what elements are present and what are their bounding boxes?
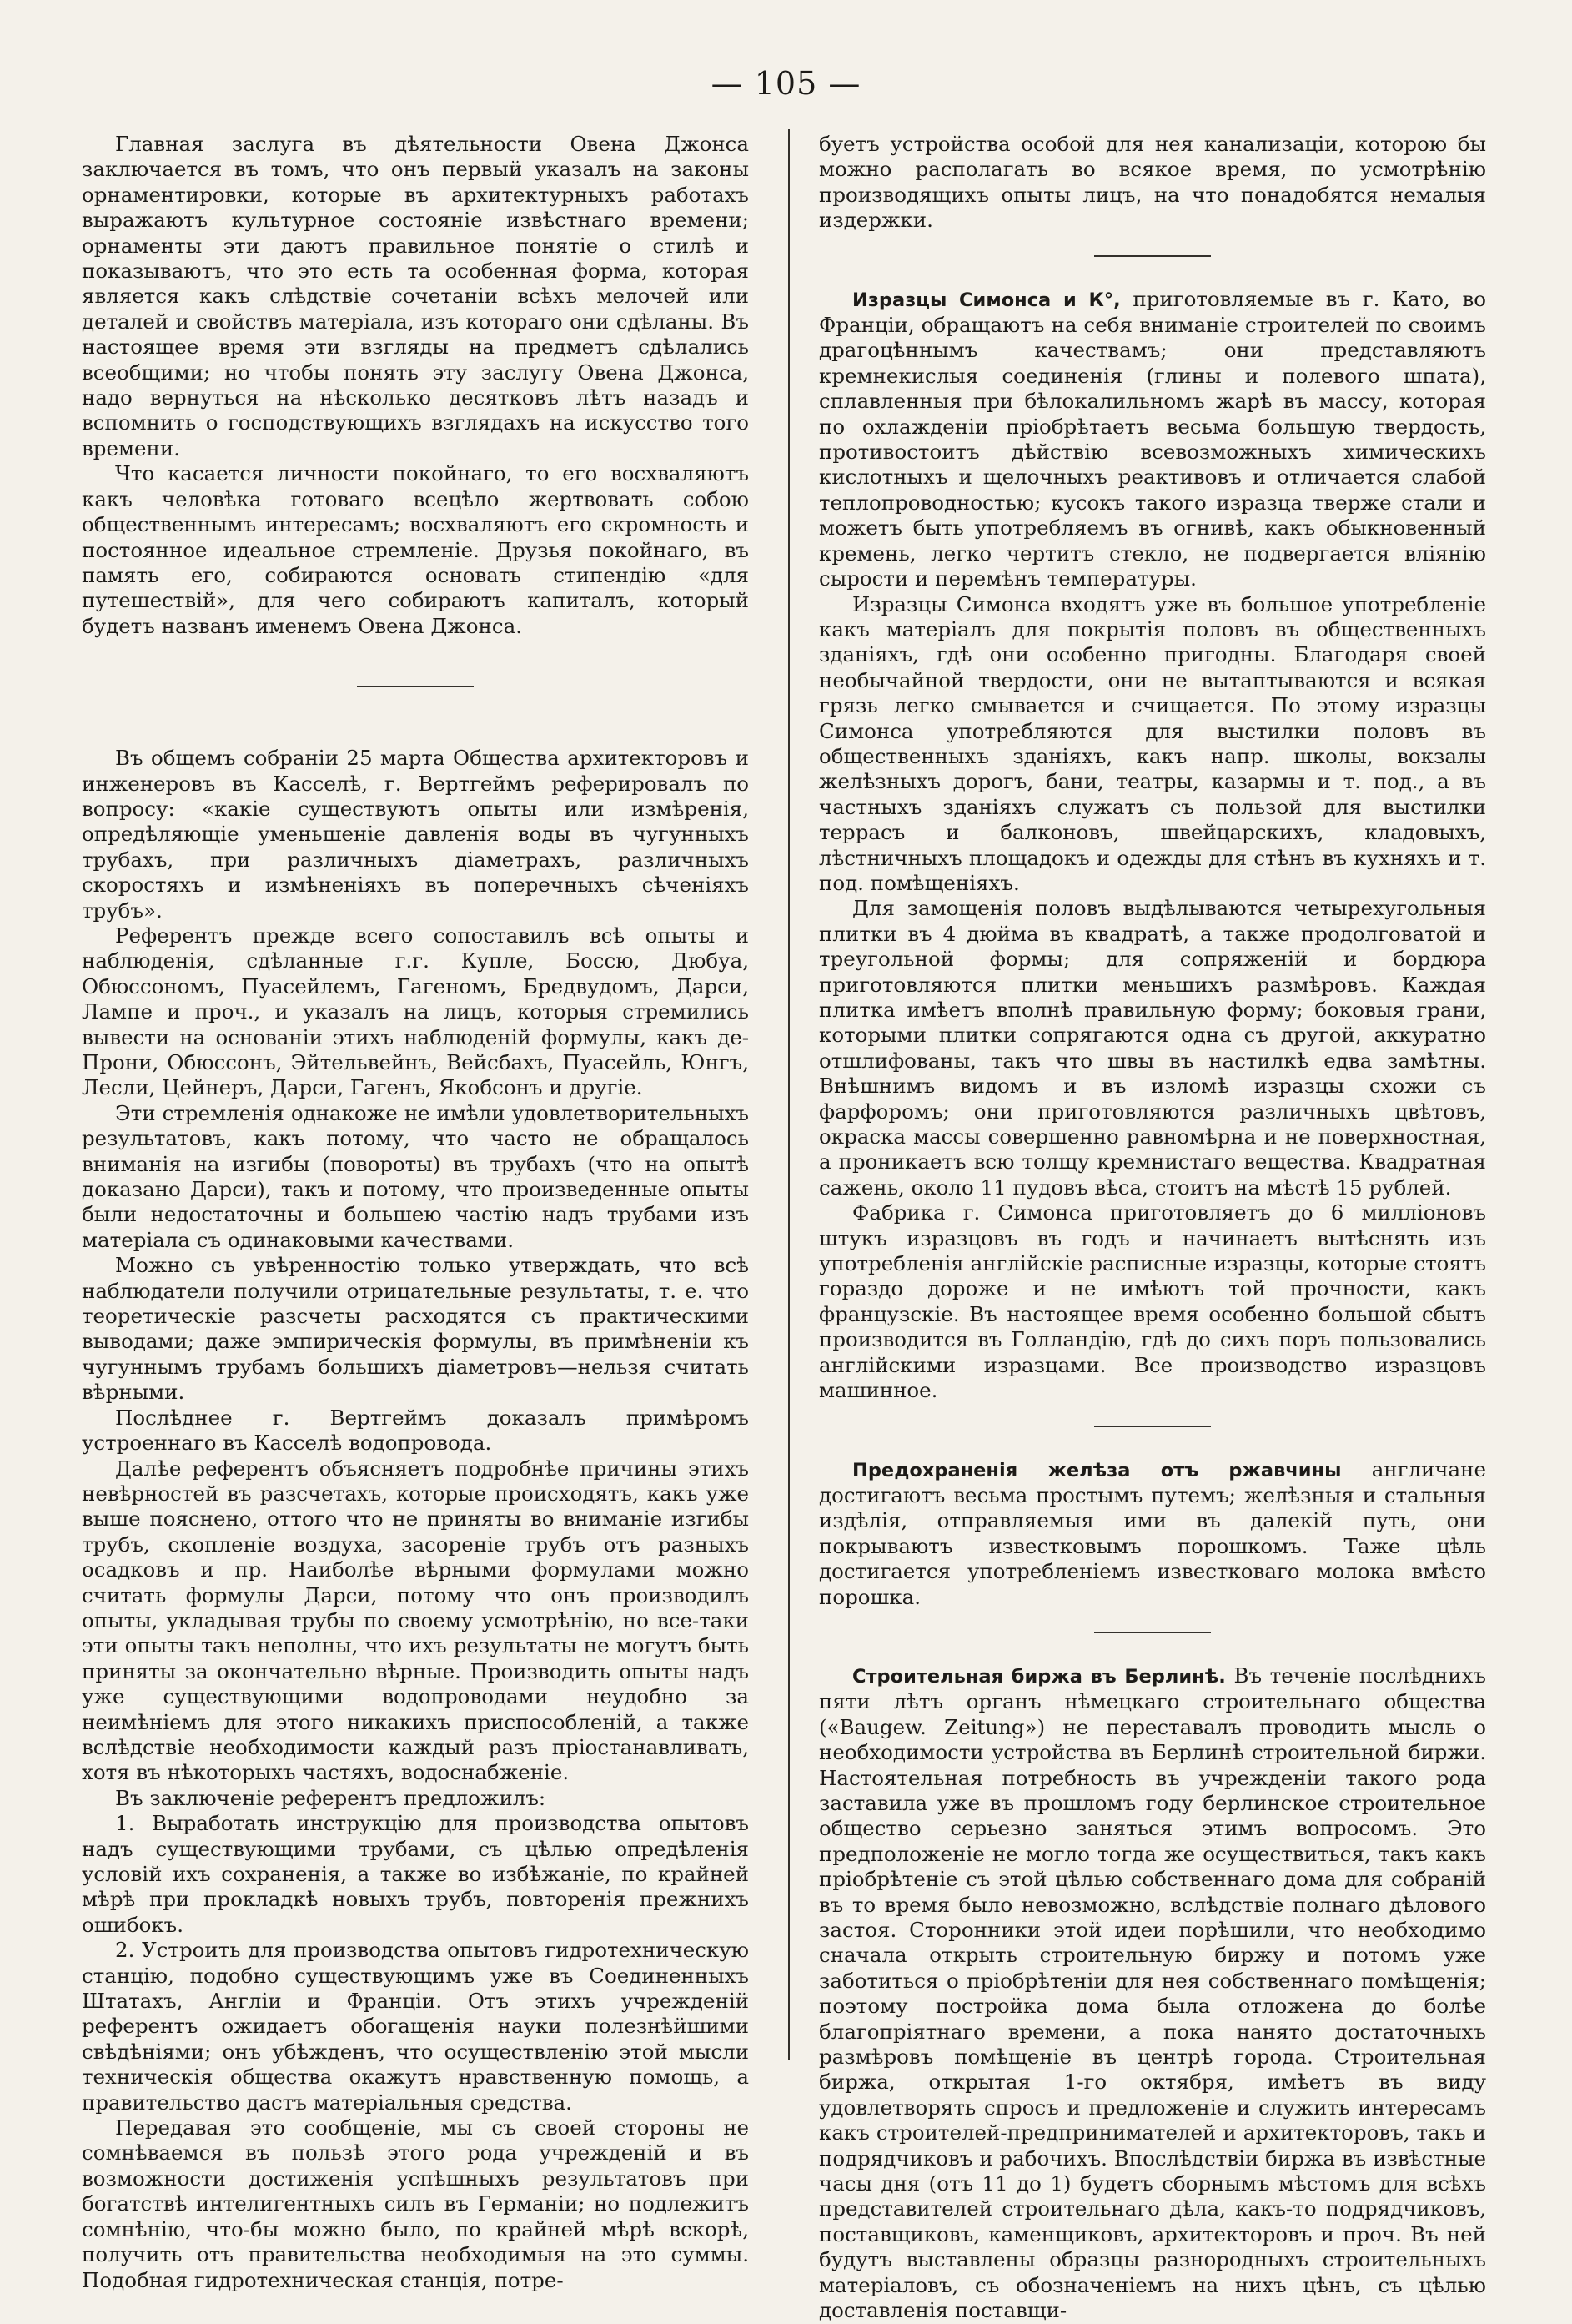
section-separator: [1094, 1426, 1211, 1427]
paragraph: Эти стремленія однакоже не имѣли удовлетворительныхъ результатовъ, какъ потому, что часто не обращалось вниманія на изгибы (повороты) въ трубахъ (что на опытѣ доказано Дарси), такъ и потому, что произведенные опыты были недостаточны и большею частію надъ трубами изъ матеріала съ одинаковыми качествами.: [82, 1100, 749, 1252]
paragraph: Далѣе референтъ объясняетъ подробнѣе причины этихъ невѣрностей въ разсчетахъ, которые происходятъ, какъ уже выше пояснено, оттого что не приняты во вниманіе изгибы трубъ, скопленіе воздуха, засореніе трубъ отъ разныхъ осадковъ и пр. Наиболѣе вѣрными формулами можно считать формулы Дарси, потому что онъ производилъ опыты, укладывая трубы по своему усмотрѣнію, но все-таки эти опыты такъ неполны, что ихъ результаты не могутъ быть приняты за окончательно вѣрные. Производить опыты надъ уже существующими водопроводами неудобно за неимѣніемъ для этого никакихъ приспособленій, а также вслѣдствіе необходимости каждый разъ пріостанавливать, хотя въ нѣкоторыхъ частяхъ, водоснабженіе.: [82, 1456, 749, 1785]
paragraph: 1. Выработать инструкцію для производства опытовъ надъ существующими трубами, съ цѣлью опредѣленія условій ихъ сохраненія, а также во избѣжаніе, по крайней мѣрѣ при прокладкѣ новыхъ трубъ, повторенія прежнихъ ошибокъ.: [82, 1811, 749, 1937]
page-number: — 105 —: [711, 65, 861, 102]
paragraph: Главная заслуга въ дѣятельности Овена Джонса заключается въ томъ, что онъ первый указалъ на законы орнаментировки, которые въ архитектурныхъ работахъ выражаютъ культурное состояніе извѣстнаго времени; орнаменты эти даютъ правильное понятіе о стилѣ и показываютъ, что это есть та особенная форма, которая является какъ слѣдствіе сочетаніи всѣхъ мелочей или деталей и свойствъ матеріала, изъ котораго они сдѣланы. Въ настоящее время эти взгляды на предметъ сдѣлались всеобщими; но чтобы понять эту заслугу Овена Джонса, надо вернуться на нѣсколько десятковъ лѣтъ назадъ и вспомнить о господствующихъ взглядахъ на искусство того времени.: [82, 132, 749, 460]
section-text: англичане достигаютъ весьма простымъ путемъ; желѣзныя и стальныя издѣлія, отправляемыя ими въ далекій путь, они покрываютъ известковымъ порошкомъ. Таже цѣль достигается употребленіемъ известковаго молока вмѣсто порошка.: [819, 1456, 1486, 1609]
paragraph: Референтъ прежде всего сопоставилъ всѣ опыты и наблюденія, сдѣланные г.г. Купле, Боссю, Дюбуа, Обюссономъ, Пуасейлемъ, Гагеномъ, Бредвудомъ, Дарси, Лампе и проч., и указалъ на лицъ, которыя стремились вывести на основаніи этихъ наблюденій формулы, какъ де-Прони, Обюссонъ, Эйтельвейнъ, Вейсбахъ, Пуасейль, Юнгъ, Лесли, Цейнеръ, Дарси, Гагенъ, Якобсонъ и другіе.: [82, 923, 749, 1100]
paragraph: буетъ устройства особой для нея канализаціи, которою бы можно располагать во всякое время, по усмотрѣнію производящихъ опыты лицъ, на что понадобятся немалыя издержки.: [819, 132, 1486, 233]
section-separator: [1094, 1632, 1211, 1633]
paragraph: Въ общемъ собраніи 25 марта Общества архитекторовъ и инженеровъ въ Касселѣ, г. Вертгеймъ реферировалъ по вопросу: «какіе существуютъ опыты или измѣренія, опредѣляющіе уменьшеніе давленія воды въ чугунныхъ трубахъ, при различныхъ діаметрахъ, различныхъ скоростяхъ и измѣненіяхъ въ поперечныхъ сѣченіяхъ трубъ».: [82, 746, 749, 923]
section-separator: [357, 686, 474, 687]
section-text: приготовляемые въ г. Като, во Франціи, обращаютъ на себя вниманіе строителей по своимъ драгоцѣннымъ качествамъ; они представляютъ кремнекислыя соединенія (глины и полевого шпата), сплавленныя при бѣлокалильномъ жарѣ въ массу, которая по охлажденіи пріобрѣтаетъ весьма большую твердость, противостоитъ дѣйствію всевозможныхъ химическихъ кислотныхъ и щелочныхъ реактивовъ и отличается слабой теплопроводностью; кусокъ такого изразца тверже стали и можетъ быть употребляемъ въ огнивѣ, какъ обыкновенный кремень, легко чертитъ стекло, не подвергается вліянію сырости и перемѣнъ температуры.: [819, 286, 1487, 591]
paragraph: [819, 1663, 1486, 2324]
left-column: [82, 132, 749, 2292]
section-title: Строительная биржа въ Берлинѣ.: [852, 1665, 1226, 1688]
column-divider: [788, 129, 790, 2060]
right-column: [819, 132, 1487, 2323]
paragraph: Передавая это сообщеніе, мы съ своей стороны не сомнѣваемся въ пользѣ этого рода учрежденій и въ возможности достиженія успѣшныхъ результатовъ при богатствѣ интелигентныхъ силъ въ Германіи; но подлежитъ сомнѣнію, что-бы можно было, по крайней мѣрѣ вскорѣ, получить отъ правительства необходимыя на это суммы. Подобная гидротехническая станція, потре-: [82, 2115, 749, 2292]
paragraph: Фабрика г. Симонса приготовляетъ до 6 милліоновъ штукъ изразцовъ въ годъ и начинаетъ вытѣснять изъ употребленія англійскіе расписные изразцы, которые стоятъ гораздо дороже и не имѣютъ той прочности, какъ французскіе. Въ настоящее время особенно большой сбытъ производится въ Голландію, гдѣ до сихъ поръ пользовались англійскими изразцами. Все производство изразцовъ машинное.: [819, 1200, 1486, 1403]
section-separator: [1094, 255, 1211, 257]
section-title: Предохраненія желѣза отъ ржавчины: [852, 1459, 1342, 1481]
section-text: Въ теченіе послѣднихъ пяти лѣтъ органъ нѣмецкаго строительнаго общества («Baugew. Zeitung») не переставалъ проводить мысль о необходимости устройства въ Берлинѣ строительной биржи. Настоятельная потребность въ учрежденіи такого рода заставила уже въ прошломъ году берлинское строительное общество серьезно заняться этимъ вопросомъ. Это предположеніе не могло тогда же осуществиться, такъ какъ пріобрѣтеніе съ этой цѣлью собственнаго дома для собраній въ то время было невозможно, вслѣдствіе полнаго дѣлового застоя. Сторонники этой идеи порѣшили, что необходимо сначала открыть строительную биржу и потомъ уже заботиться о пріобрѣтеніи для нея собственнаго помѣщенія; поэтому постройка дома была отложена до болѣе благопріятнаго времени, а пока нанято достаточныхъ размѣровъ помѣщеніе въ центрѣ города. Строительная биржа, открытая 1-го октября, имѣетъ въ виду удовлетворять спросъ и предложеніе и служить интересамъ какъ строителей-предпринимателей и архитекторовъ, такъ и подрядчиковъ и рабочихъ. Впослѣдствіи биржа въ извѣстные часы дня (отъ 11 до 1) будетъ сборнымъ мѣстомъ для всѣхъ представителей строительнаго дѣла, какъ-то подрядчиковъ, поставщиковъ, каменщиковъ, архитекторовъ и проч. Въ ней будутъ выставлены образцы разнородныхъ строительныхъ матеріаловъ, съ обозначеніемъ на нихъ цѣнъ, съ цѣлью доставленія поставщи-: [819, 1663, 1486, 2323]
paragraph: Для замощенія половъ выдѣлываются четырехугольныя плитки въ 4 дюйма въ квадратѣ, а также продолговатой и треугольной формы; для сопряженій и бордюра приготовляются плитки меньшихъ размѣровъ. Каждая плитка имѣетъ вполнѣ правильную форму; боковыя грани, которыми плитки сопрягаются одна съ другой, аккуратно отшлифованы, такъ что швы въ настилкѣ едва замѣтны. Внѣшнимъ видомъ и въ изломѣ изразцы схожи съ фарфоромъ; они приготовляются различныхъ цвѣтовъ, окраска массы совершенно равномѣрна и не поверхностная, а проникаетъ всю толщу кремнистаго вещества. Квадратная сажень, около 11 пудовъ вѣса, стоитъ на мѣстѣ 15 рублей.: [819, 896, 1486, 1200]
paragraph: 2. Устроить для производства опытовъ гидротехническую станцію, подобно существующимъ уже въ Соединенныхъ Штатахъ, Англіи и Франціи. Отъ этихъ учрежденій референтъ ожидаетъ обогащенія науки полезнѣйшими свѣдѣніями; онъ убѣжденъ, что осуществленію этой мысли техническія общества окажутъ нравственную помощь, а правительство дастъ матеріальныя средства.: [82, 1938, 749, 2115]
paragraph: Можно съ увѣренностію только утверждать, что всѣ наблюдатели получили отрицательные результаты, т. е. что теоретическіе разсчеты расходятся съ практическими выводами; даже эмпирическія формулы, въ примѣненіи къ чугуннымъ трубамъ большихъ діаметровъ—нельзя считать вѣрными.: [82, 1253, 749, 1405]
paragraph: Что касается личности покойнаго, то его восхваляютъ какъ человѣка готоваго всецѣло жертвовать собою общественнымъ интересамъ; восхваляютъ его скромность и постоянное идеальное стремленіе. Друзья покойнаго, въ память его, собираются основать стипендію «для путешествій», для чего собираютъ капиталъ, который будетъ названъ именемъ Овена Джонса.: [82, 461, 749, 638]
paragraph: Изразцы Симонса входятъ уже въ большое употребленіе какъ матеріалъ для покрытія половъ въ общественныхъ зданіяхъ, гдѣ они особенно пригодны. Благодаря своей необычайной твердости, они не вытаптываются и всякая грязь легко смывается и счищается. По этому изразцы Симонса употребляются для выстилки половъ въ общественныхъ зданіяхъ, какъ напр. школы, вокзалы желѣзныхъ дорогъ, бани, театры, казармы и т. под., а въ частныхъ зданіяхъ служатъ съ пользой для выстилки террасъ и балконовъ, швейцарскихъ, кладовыхъ, лѣстничныхъ площадокъ и одежды для стѣнъ въ кухняхъ и т. под. помѣщеніяхъ.: [819, 591, 1486, 895]
paragraph: [819, 287, 1486, 592]
paragraph: Въ заключеніе референтъ предложилъ:: [115, 1785, 546, 1810]
section-title: Изразцы Симонса и К°,: [852, 289, 1121, 311]
paragraph: Послѣднее г. Вертгеймъ доказалъ примѣромъ устроеннаго въ Касселѣ водопровода.: [82, 1405, 749, 1456]
paragraph: [819, 1457, 1486, 1610]
